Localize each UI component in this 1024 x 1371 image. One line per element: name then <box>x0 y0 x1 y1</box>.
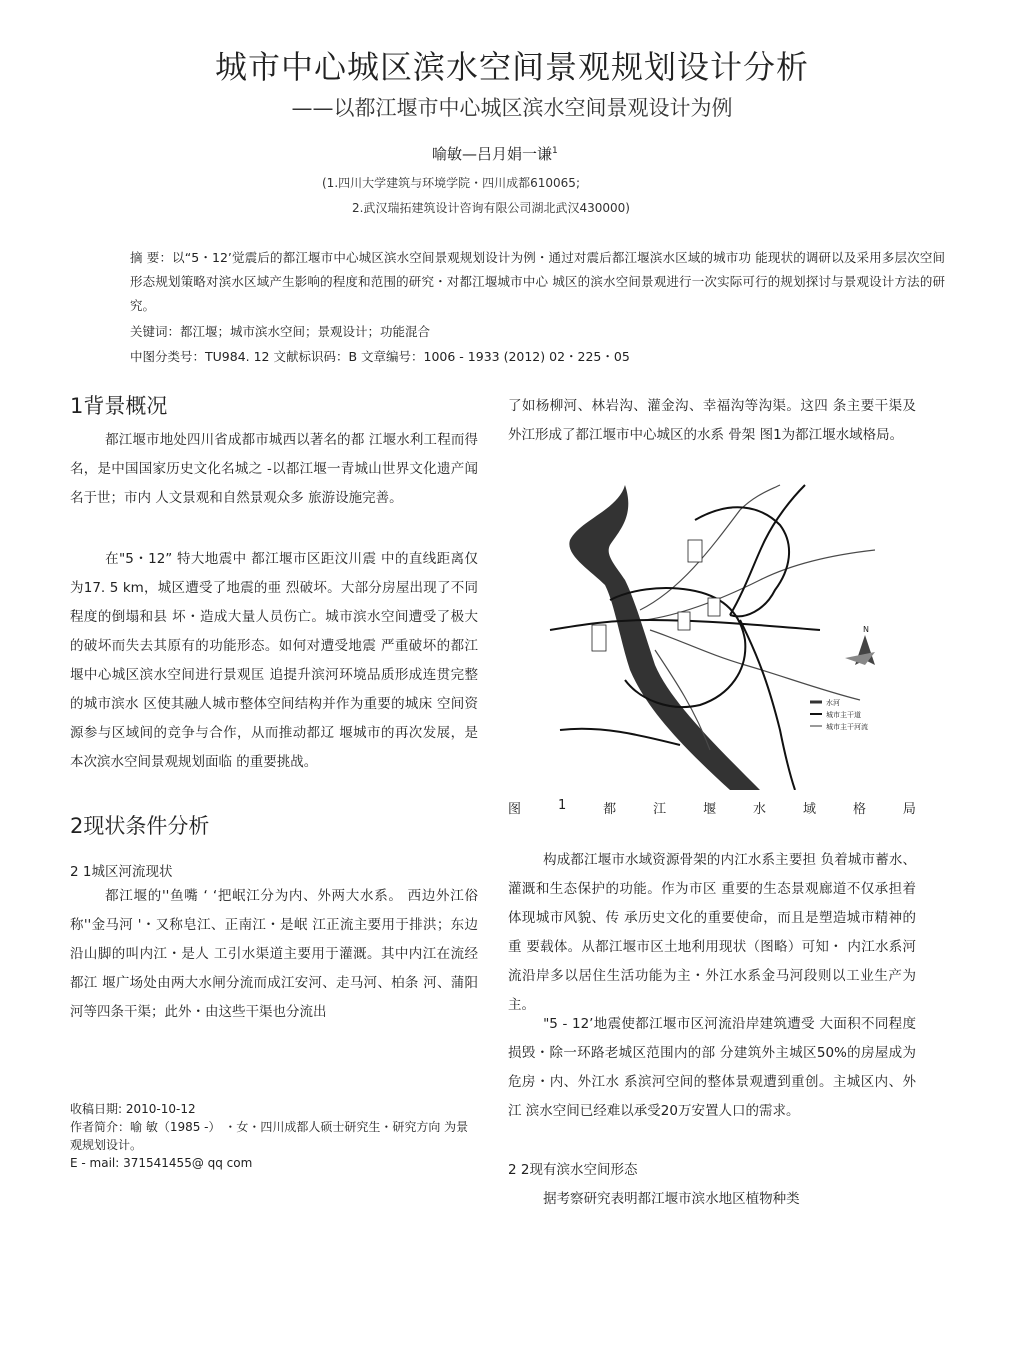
affiliation-2: 2.武汉瑞拓建筑设计咨询有限公司湖北武汉430000) <box>352 201 630 215</box>
legend-label-road: 城市主干道 <box>826 711 861 719</box>
section2-2-heading: 2 2现有滨水空间形态 <box>508 1162 638 1178</box>
authors <box>432 143 558 164</box>
paper-title: 城市中心城区滨水空间景观规划设计分析 <box>214 48 809 86</box>
map-label-box-2 <box>592 625 606 651</box>
author-names: 喻敏—吕月娟一谦 <box>432 145 553 163</box>
caption-char-9: 局 <box>902 802 916 817</box>
affiliation-1: (1.四川大学建筑与环境学院・四川成都610065; <box>322 176 580 190</box>
author-intro: 作者简介：喻 敏（1985 -） ・女・四川成都人硕士研究生・研究方向 为景观规划设计。 <box>70 1120 469 1152</box>
caption-char-7: 域 <box>802 802 816 817</box>
caption-char-4: 江 <box>653 802 667 817</box>
figure-1-caption <box>508 798 916 817</box>
section1-heading: 1背景概况 <box>70 394 168 418</box>
section1-paragraph-1: 都江堰市地处四川省成都市城西以著名的都 江堰水利工程而得名，是中国国家历史文化名城之 -以都江堰一青城山世界文化遗产闻名于世；市内 人文景观和自然景观众多 旅游设施完善。 <box>70 432 478 506</box>
water-pattern-map <box>530 480 885 790</box>
map-label-box-3 <box>678 612 690 630</box>
caption-char-3: 都 <box>603 802 617 817</box>
caption-char-5: 堰 <box>703 802 717 817</box>
north-label: N <box>863 625 869 634</box>
map-label-box-4 <box>708 598 720 616</box>
section2-heading: 2现状条件分析 <box>70 814 210 838</box>
right-paragraph-3: "5 - 12’地震使都江堰市区河流沿岸建筑遭受 大面积不同程度损毁・除一环路老城区范围内的部 分建筑外主城区50%的房屋成为危房・内、外江水 系滨河空间的整体景观遭到重创。主城区内、外江 滨水空间已经难以承受20万安置人口的需求。 <box>508 1016 916 1119</box>
section2-1-heading: 2 1城区河流现状 <box>70 864 173 880</box>
paper-subtitle: ——以都江堰市中心城区滨水空间景观设计为例 <box>291 96 733 120</box>
footnote <box>70 1100 480 1172</box>
abstract: 摘 要：以“5・12’觉震后的都江堰市中心城区滨水空间景观规划设计为例・通过对震后都江堰滨水区域的城市功 能现状的调研以及采用多层次空间形态规划策略对滨水区域产生影响的程度和范围的研究・对都江堰城市中心 城区的滨水空间景观进行一次实际可行的规划探讨与景观设计方法的研究。 <box>130 250 945 313</box>
section1-paragraph-2: 在"5・12” 特大地震中 都江堰市区距汶川震 中的直线距离仅为17. 5 km，城区遭受了地震的亜 烈破坏。大部分房屋出现了不同程度的倒塌和县 坏・造成大量人员伤亡。城市滨水空间遭受了极大 的破坏而失去其原有的功能形态。如何对遭受地震 严重破坏的都江堰中心城区滨水空间进行景观匡 追提升滨河环境品质形成连贯完整的城市滨水 区使其融人城市整体空间结构并作为重要的城床 空间资源参与区域间的竞争与合作，从而推动都辽 堰城市的再次发展，是本次滨水空间景观规划面临 的重要挑战。 <box>70 551 478 770</box>
section2-1-paragraph: 都江堰的''鱼嘴 ‘ ‘把岷江分为内、外两大水系。 西边外江俗称''金马河 '・又称皂江、正南江・是岷 江正流主要用于排洪；东边沿山脚的叫内江・是人 工引水渠道主要用于灌溉。其中内江在流经都江 堰广场处由两大水闸分流而成江安河、走马河、柏条 河、蒲阳河等四条干渠；此外・由这些干渠也分流出 <box>70 888 478 1020</box>
keywords: 关键词：都江堰；城市滨水空间；景观设计；功能混合 <box>130 324 431 339</box>
author-email: E - mail: 371541455@ qq com <box>70 1156 253 1170</box>
caption-char-8: 格 <box>852 802 866 817</box>
received-date: 收稿日期: 2010-10-12 <box>70 1102 196 1116</box>
right-paragraph-2: 构成都江堰市水域资源骨架的内江水系主要担 负着城市蓄水、灌溉和生态保护的功能。作为市区 重要的生态景观廊道不仅承担着体现城市风貌、传 承历史文化的重要使命，而且是塑造城市精神的重 要载体。从都江堰市区土地利用现状（图略）可知・ 内江水系河流沿岸多以居住生活功能为主・外江水系金马河段则以工业生产为主。 <box>508 852 916 1013</box>
legend-label-water: 水河 <box>826 699 840 707</box>
author-affil-mark: 1 <box>552 146 558 156</box>
right-paragraph-4: 据考察研究表明都江堰市滨水地区植物种类 <box>543 1191 800 1207</box>
caption-char-2: 1 <box>557 798 567 813</box>
classification: 中图分类号：TU984. 12 文献标识码：B 文章编号：1006 - 1933 (2012) 02・225・05 <box>130 349 630 364</box>
caption-char-6: 水 <box>753 802 767 817</box>
right-paragraph-top: 了如杨柳河、林岩沟、灌金沟、幸福沟等沟渠。这四 条主要干渠及外江形成了都江堰市中心城区的水系 骨架 图1为都江堰水域格局。 <box>508 398 916 443</box>
legend-label-river: 城市主干河流 <box>826 723 868 731</box>
map-label-box-1 <box>688 540 702 562</box>
caption-char-1: 图 <box>508 802 522 817</box>
